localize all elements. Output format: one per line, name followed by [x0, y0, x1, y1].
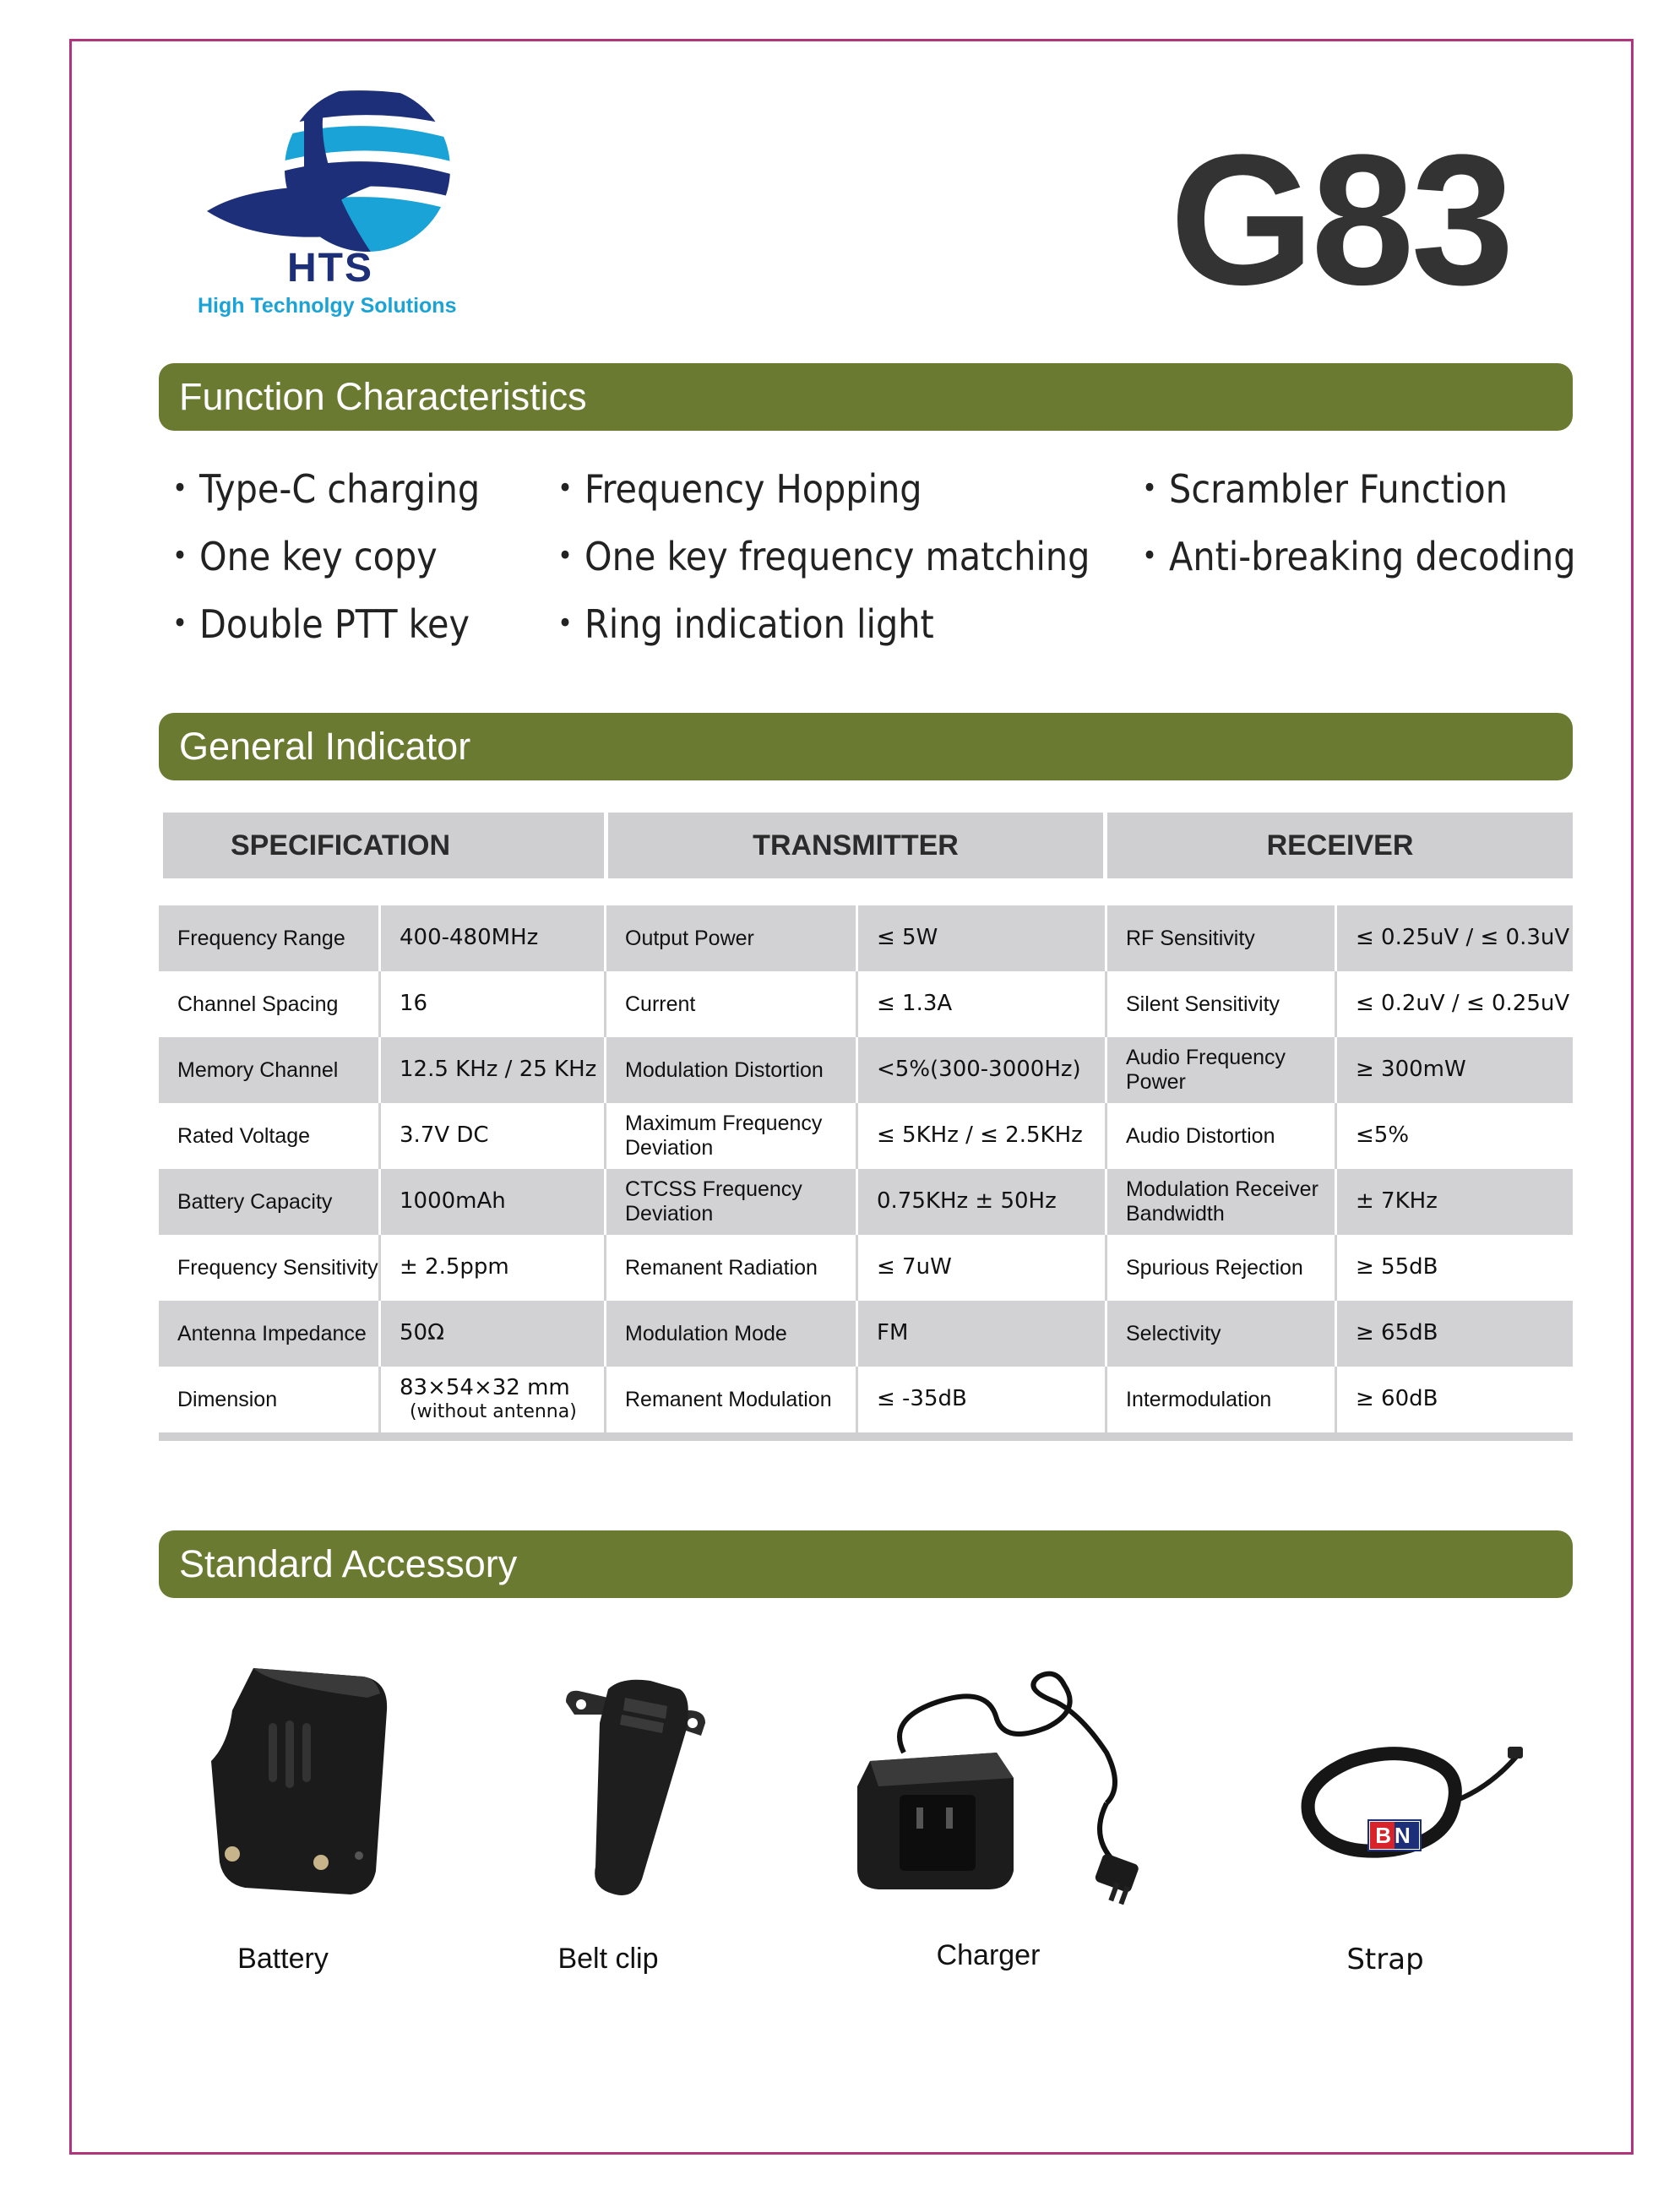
section-accessory-header: Standard Accessory — [159, 1530, 1573, 1598]
tx-value: ≤ 1.3A — [877, 991, 953, 1017]
table-row — [159, 1103, 1573, 1169]
charger-image — [853, 1668, 1191, 1913]
tx-value: <5%(300-3000Hz) — [877, 1057, 1081, 1083]
table-row — [159, 905, 1573, 971]
spec-value: 3.7V DC — [400, 1122, 489, 1149]
feature-item: • Frequency Hopping — [557, 466, 922, 512]
section-functions-header: Function Characteristics — [159, 363, 1573, 431]
rx-value: ≤ 0.25uV / ≤ 0.3uV — [1356, 925, 1570, 951]
spec-value: 1000mAh — [400, 1188, 506, 1215]
brand-name: HTS — [287, 246, 373, 291]
spec-label: Frequency Range — [177, 926, 345, 950]
spec-label: Memory Channel — [177, 1057, 339, 1082]
rx-label: Spurious Rejection — [1126, 1255, 1303, 1280]
rx-value: ≥ 300mW — [1356, 1057, 1466, 1083]
rx-value: ≥ 60dB — [1356, 1386, 1438, 1412]
spec-value: 16 — [400, 991, 428, 1017]
table-row — [159, 1301, 1573, 1367]
rx-label: Modulation Receiver Bandwidth — [1126, 1177, 1318, 1226]
tx-value: FM — [877, 1320, 909, 1346]
rx-value: ≥ 65dB — [1356, 1320, 1438, 1346]
strap-logo-text: BN — [1375, 1823, 1414, 1848]
battery-image — [194, 1660, 405, 1913]
rx-value: ≤5% — [1356, 1122, 1410, 1149]
tx-label: Output Power — [625, 926, 754, 950]
tx-label: Current — [625, 992, 696, 1016]
spec-label: Dimension — [177, 1387, 278, 1411]
rx-label: Intermodulation — [1126, 1387, 1272, 1411]
accessory-label: Strap — [1346, 1943, 1424, 1976]
tx-value: ≤ 5KHz / ≤ 2.5KHz — [877, 1122, 1083, 1149]
strap-image — [1292, 1740, 1529, 1883]
feature-item: • One key copy — [172, 534, 438, 579]
tx-label: Maximum Frequency Deviation — [625, 1112, 823, 1160]
table-header-specification: SPECIFICATION — [163, 813, 604, 878]
spec-label: Battery Capacity — [177, 1189, 333, 1214]
rx-value: ≤ 0.2uV / ≤ 0.25uV — [1356, 991, 1570, 1017]
feature-item: • Ring indication light — [557, 601, 934, 647]
spec-label: Channel Spacing — [177, 992, 339, 1016]
tx-label: Remanent Modulation — [625, 1387, 832, 1411]
rx-value: ≥ 55dB — [1356, 1254, 1438, 1280]
feature-item: • Double PTT key — [172, 601, 470, 647]
spec-value: 50Ω — [400, 1320, 444, 1346]
rx-value: ± 7KHz — [1356, 1188, 1438, 1215]
spec-label: Frequency Sensitivity — [177, 1255, 378, 1280]
table-bottom-rule — [159, 1432, 1573, 1441]
table-row — [159, 971, 1573, 1037]
rx-label: Silent Sensitivity — [1126, 992, 1280, 1016]
tx-value: ≤ -35dB — [877, 1386, 967, 1412]
spec-value: 400-480MHz — [400, 925, 539, 951]
feature-item: • Type-C charging — [172, 466, 480, 512]
tx-value: 0.75KHz ± 50Hz — [877, 1188, 1057, 1215]
spec-value: 83×54×32 mm (without antenna) — [400, 1375, 577, 1423]
table-header-transmitter: TRANSMITTER — [608, 813, 1103, 878]
tx-value: ≤ 7uW — [877, 1254, 952, 1280]
spec-value: ± 2.5ppm — [400, 1254, 509, 1280]
section-general-header: General Indicator — [159, 713, 1573, 780]
accessory-label: Battery — [237, 1943, 329, 1975]
rx-label: Audio Frequency Power — [1126, 1046, 1286, 1094]
feature-item: • One key frequency matching — [557, 534, 1090, 579]
spec-label: Rated Voltage — [177, 1123, 311, 1148]
tx-label: Modulation Mode — [625, 1321, 787, 1345]
spec-value: 12.5 KHz / 25 KHz — [400, 1057, 597, 1083]
belt-clip-image — [541, 1672, 735, 1909]
table-row — [159, 1037, 1573, 1103]
dimension-note: (without antenna) — [410, 1401, 577, 1423]
spec-label: Antenna Impedance — [177, 1321, 367, 1345]
table-header-receiver: RECEIVER — [1107, 813, 1573, 878]
table-row — [159, 1235, 1573, 1301]
model-title: G83 — [1170, 116, 1511, 323]
rx-label: RF Sensitivity — [1126, 926, 1255, 950]
feature-item: • Scrambler Function — [1142, 466, 1508, 512]
accessory-label: Charger — [936, 1939, 1041, 1971]
table-row — [159, 1367, 1573, 1432]
tx-label: Modulation Distortion — [625, 1057, 824, 1082]
feature-item: • Anti-breaking decoding — [1142, 534, 1576, 579]
accessory-label: Belt clip — [557, 1943, 659, 1975]
brand-tagline: High Technolgy Solutions — [198, 294, 457, 318]
rx-label: Selectivity — [1126, 1321, 1221, 1345]
rx-label: Audio Distortion — [1126, 1123, 1275, 1148]
tx-label: CTCSS Frequency Deviation — [625, 1177, 802, 1226]
tx-label: Remanent Radiation — [625, 1255, 818, 1280]
tx-value: ≤ 5W — [877, 925, 938, 951]
table-row — [159, 1169, 1573, 1235]
